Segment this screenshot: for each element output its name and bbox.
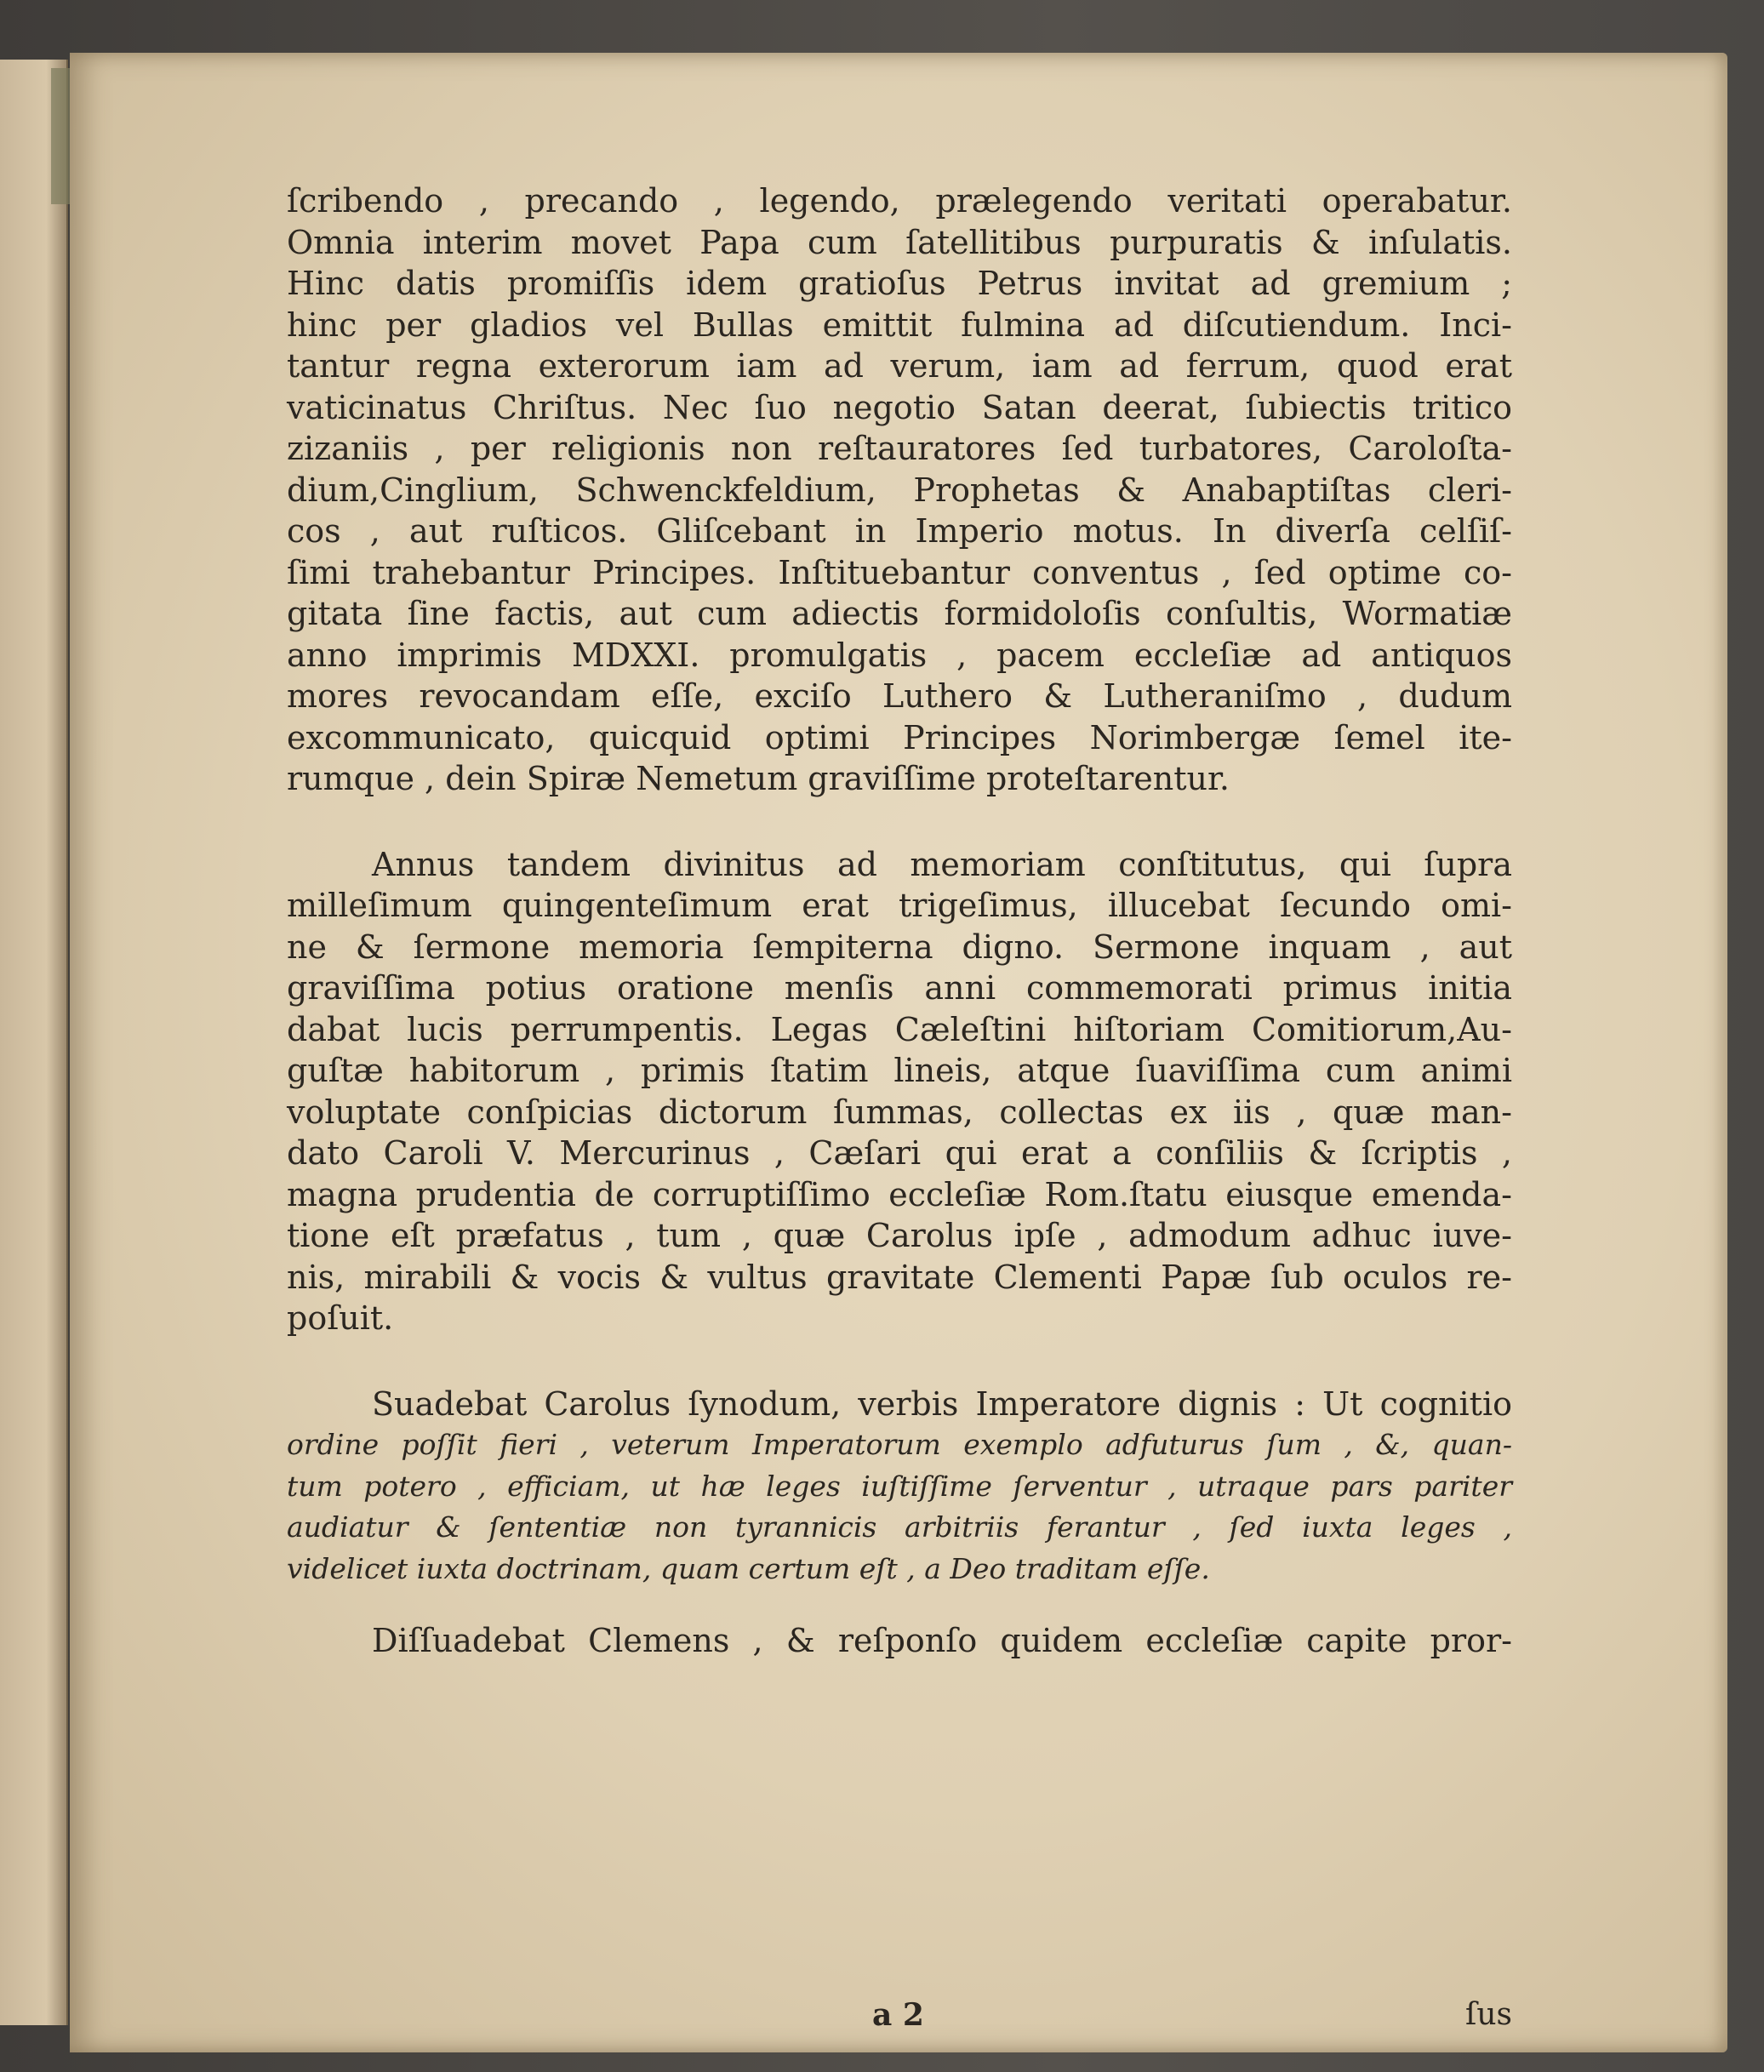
paragraph-2	[287, 844, 1512, 1339]
text-line: mores revocandam eſſe, exciſo Luthero & Lutheraniſmo , dudum	[287, 677, 1512, 715]
book-page	[70, 53, 1727, 2052]
text-line: milleſimum quingenteſimum erat trigeſimus, illucebat ſecundo omi-	[287, 887, 1512, 924]
text-line: Omnia interim movet Papa cum ſatellitibus purpuratis & inſulatis.	[287, 223, 1512, 261]
page-footer	[287, 1997, 1512, 2040]
text-line: vaticinatus Chriſtus. Nec ſuo negotio Satan deerat, ſubiectis tritico	[287, 388, 1512, 426]
text-line: gitata ſine factis, aut cum adiectis formidoloſis conſultis, Wormatiæ	[287, 595, 1512, 632]
paragraph-gap	[287, 1590, 1512, 1620]
text-line: Annus tandem divinitus ad memoriam conſtitutus, qui ſupra	[372, 845, 1512, 883]
text-line: audiatur & ſententiæ non tyrannicis arbitriis ferantur , ſed iuxta leges ,	[287, 1510, 1512, 1544]
left-page-edge	[0, 60, 68, 2025]
text-line: anno imprimis MDXXI. promulgatis , pacem eccleſiæ ad antiquos	[287, 636, 1512, 674]
text-line: guſtæ habitorum , primis ſtatim lineis, atque ſuaviſſima cum animi	[287, 1052, 1512, 1089]
text-line: tantur regna exterorum iam ad verum, iam ad ferrum, quod erat	[287, 347, 1512, 385]
text-line: Diſſuadebat Clemens , & reſponſo quidem eccleſiæ capite pror-	[372, 1622, 1512, 1659]
signature-mark: a 2	[872, 1997, 924, 2033]
catchword: ſus	[1465, 1997, 1512, 2032]
text-line: ne & ſermone memoria ſempiterna digno. Sermone inquam , aut	[287, 928, 1512, 966]
text-line: ordine poſſit fieri , veterum Imperatorum exemplo adfuturus ſum , &, quan-	[287, 1428, 1512, 1461]
paragraph-gap	[287, 800, 1512, 844]
text-line: dato Caroli V. Mercurinus , Cæſari qui erat a conſiliis & ſcriptis ,	[287, 1134, 1512, 1172]
text-line: dium,Cinglium, Schwenckfeldium, Prophetas & Anabaptiſtas cleri-	[287, 471, 1512, 509]
text-line: excommunicato, quicquid optimi Principes Norimbergæ ſemel ite-	[287, 718, 1512, 756]
text-line: zizaniis , per religionis non reſtauratores ſed turbatores, Caroloſta-	[287, 430, 1512, 467]
text-line: cos , aut ruſticos. Gliſcebant in Imperio motus. In diverſa celſiſ-	[287, 512, 1512, 550]
text-line: magna prudentia de corruptiſſimo eccleſiæ Rom.ſtatu eiusque emenda-	[287, 1175, 1512, 1213]
text-line: Suadebat Carolus ſynodum, verbis Imperatore dignis : Ut cognitio	[372, 1384, 1512, 1423]
paragraph-gap	[287, 1339, 1512, 1384]
paragraph-3	[287, 1384, 1512, 1590]
text-line: poſuit.	[287, 1299, 394, 1337]
text-line: Hinc datis promiſſis idem gratioſus Petrus invitat ad gremium ;	[287, 265, 1512, 302]
paragraph-1	[287, 180, 1512, 800]
text-line: tum potero , efficiam, ut hæ leges iuſtiſſime ſerventur , utraque pars pariter	[287, 1469, 1512, 1503]
text-line: hinc per gladios vel Bullas emittit fulmina ad diſcutiendum. Inci-	[287, 305, 1512, 344]
text-line: ſimi trahebantur Principes. Inſtituebantur conventus , ſed optime co-	[287, 553, 1512, 591]
text-line: tione eſt præfatus , tum , quæ Carolus ipſe , admodum adhuc iuve-	[287, 1217, 1512, 1254]
text-line: dabat lucis perrumpentis. Legas Cæleſtini hiſtoriam Comitiorum,Au-	[287, 1010, 1512, 1048]
text-line: videlicet iuxta doctrinam, quam certum eſt , a Deo traditam eſſe.	[287, 1551, 1210, 1585]
paragraph-4	[287, 1620, 1512, 1662]
text-line: rumque , dein Spiræ Nemetum graviſſime proteſtarentur.	[287, 760, 1230, 797]
text-line: nis, mirabili & vocis & vultus gravitate Clementi Papæ ſub oculos re-	[287, 1258, 1512, 1296]
text-line: graviſſima potius oratione menſis anni commemorati primus initia	[287, 969, 1512, 1007]
text-line: voluptate conſpicias dictorum ſummas, collectas ex iis , quæ man-	[287, 1093, 1512, 1131]
text-block	[287, 180, 1512, 1662]
text-line: ſcribendo , precando , legendo, prælegendo veritati operabatur.	[287, 182, 1512, 220]
